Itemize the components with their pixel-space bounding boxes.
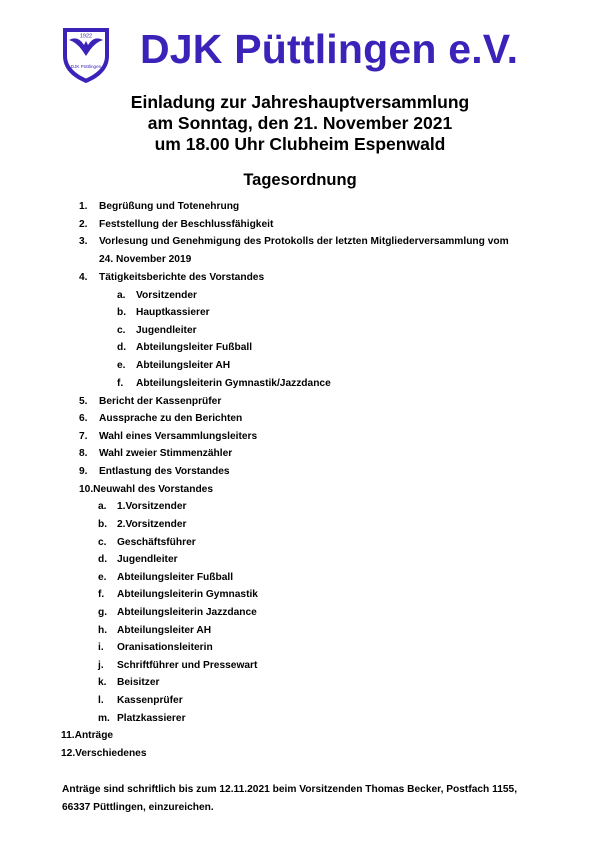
agenda-item	[79, 413, 242, 425]
sub-item: h. Abteilungsleiter AH	[98, 625, 212, 636]
sub-item: f. Abteilungsleiterin Gymnastik	[98, 589, 258, 600]
item-text: Bericht der Kassenprüfer	[99, 396, 222, 407]
item-number: 5.	[79, 396, 88, 407]
item-text: Aussprache zu den Berichten	[99, 413, 243, 424]
item-text: Entlastung des Vorstandes	[99, 466, 230, 477]
sub-item: k. Beisitzer	[98, 677, 160, 688]
agenda-item: 12.Verschiedenes	[61, 748, 147, 759]
agenda-title: Tagesordnung	[243, 171, 357, 189]
agenda-item	[79, 236, 509, 248]
item-number: 9.	[79, 466, 88, 477]
agenda-item	[79, 466, 230, 478]
sub-item: e. Abteilungsleiter Fußball	[98, 572, 234, 583]
sub-item: b. Hauptkassierer	[117, 307, 210, 318]
sub-item: d. Jugendleiter	[98, 554, 178, 565]
sub-item: j. Schriftführer und Pressewart	[98, 660, 258, 671]
item-number: 3.	[79, 236, 88, 247]
sub-item: c. Geschäftsführer	[98, 537, 196, 548]
agenda-item	[79, 272, 264, 284]
item-number: 4.	[79, 272, 88, 283]
item-text: Tätigkeitsberichte des Vorstandes	[99, 272, 265, 283]
note-line: Anträge sind schriftlich bis zum 12.11.2021 beim Vorsitzenden Thomas Becker, Postfach 1155,	[62, 784, 518, 795]
item-number: 6.	[79, 413, 88, 424]
sub-item: m. Platzkassierer	[98, 713, 186, 724]
sub-item: a. 1.Vorsitzender	[98, 501, 187, 512]
invitation-line: Einladung zur Jahreshauptversammlung	[130, 92, 470, 112]
submission-note	[62, 781, 542, 817]
item-text: Feststellung der Beschlussfähigkeit	[99, 219, 274, 230]
item-text: Wahl zweier Stimmenzähler	[99, 448, 233, 459]
item-continuation: 24. November 2019	[99, 254, 192, 265]
agenda-item: 11.Anträge	[61, 730, 114, 741]
sub-item: i. Oranisationsleiterin	[98, 642, 213, 653]
item-text: Begrüßung und Totenehrung	[99, 201, 240, 212]
logo-year: 1922	[79, 33, 93, 40]
organization-title: DJK Püttlingen e.V.	[140, 26, 519, 72]
sub-item: c. Jugendleiter	[117, 325, 197, 336]
sub-item: b. 2.Vorsitzender	[98, 519, 187, 530]
item-number: 7.	[79, 431, 88, 442]
agenda-item: 10.Neuwahl des Vorstandes	[79, 484, 213, 495]
item-text: Wahl eines Versammlungsleiters	[99, 431, 258, 442]
item-number: 1.	[79, 201, 88, 212]
item-number: 8.	[79, 448, 88, 459]
agenda-item	[79, 396, 221, 408]
sub-item: l. Kassenprüfer	[98, 695, 183, 706]
invitation-line: am Sonntag, den 21. November 2021	[147, 113, 453, 133]
item-number: 2.	[79, 219, 88, 230]
invitation-line: um 18.00 Uhr Clubheim Espenwald	[154, 134, 446, 154]
sub-item: f. Abteilungsleiterin Gymnastik/Jazzdance	[117, 378, 331, 389]
agenda-item	[79, 201, 239, 213]
sub-item: e. Abteilungsleiter AH	[117, 360, 231, 371]
sub-item: g. Abteilungsleiterin Jazzdance	[98, 607, 257, 618]
note-line: 66337 Püttlingen, einzureichen.	[62, 802, 214, 813]
agenda-item	[79, 431, 257, 443]
logo-text: DJK Püttlingen	[70, 64, 102, 69]
sub-item: d. Abteilungsleiter Fußball	[117, 342, 253, 353]
agenda-item	[79, 448, 232, 460]
agenda-item	[79, 219, 273, 231]
item-text: Vorlesung und Genehmigung des Protokolls der letzten Mitgliederversammlung vom	[99, 236, 509, 247]
sub-item: a. Vorsitzender	[117, 290, 197, 301]
